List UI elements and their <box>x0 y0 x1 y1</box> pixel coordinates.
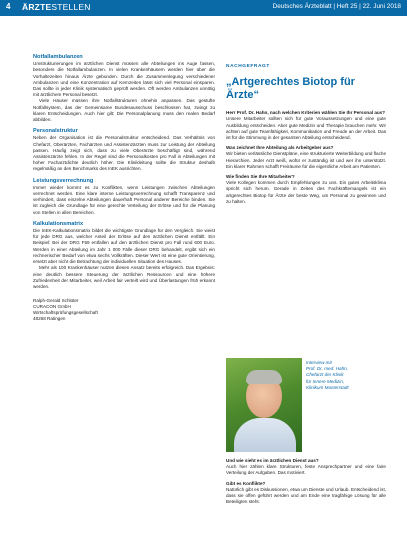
question: Gibt es Konflikte? <box>226 480 266 486</box>
author-signature: Ralph-Gerald Schlüter CURACON GmbH Wirtschaftsprüfungsgesellschaft 48268 Ratingen <box>33 298 98 322</box>
issue-info: Deutsches Ärzteblatt | Heft 25 | 22. Juni 2018 <box>272 3 401 10</box>
paragraph: Die InEK-Kalkulationsmatrix bildet die wichtigste Grundlage für den Vergleich. Sie weist für jede DRG aus, welcher Anteil der Erlöse auf den ärztlichen Dienst entfällt. Ein Beispiel: Bei der DRG F59 entfallen auf den ärztlichen Dienst pro Fall rund 600 Euro. Werden in einer Abteilung im Jahr 1 000 Fälle dieser DRG behandelt, ergibt sich ein rechnerischer Bedarf von etwa sechs Vollkräften. Dieser Wert ist eine gute Orientierung, ersetzt aber nicht die Betrachtung der individuellen Situation des Hauses. <box>33 228 215 265</box>
page-number: 4 <box>6 2 11 11</box>
question: Wie finden Sie Ihre Mitarbeiter? <box>226 174 295 180</box>
answer: Wir bieten verlässliche Dienstpläne, eine strukturierte Weiterbildung und flache Hierarchien. Jeder Arzt weiß, wofür er zuständig ist und wer ihn unterstützt. Ein klarer Rahmen schafft Freiräume für die eigentliche Arbeit am Patienten. <box>226 151 387 169</box>
portrait-photo <box>226 358 302 452</box>
question: Und wie sieht es im ärztlichen Dienst aus? <box>226 458 319 463</box>
magazine-logo: ÄRZTESTELLEN <box>22 2 91 12</box>
right-column-continued <box>226 458 386 505</box>
section-heading: Notfallambulanzen <box>33 54 83 60</box>
section-tag: NACHGEFRAGT <box>226 64 270 69</box>
answer: Natürlich gibt es Diskussionen, etwa um Dienste und Urlaub. Entscheidend ist, dass sie offen geführt werden und am Ende eine tragfähige Lösung für alle Beteiligten steht. <box>226 486 386 505</box>
interview-intro: Herr Prof. Dr. Hahn, nach welchen Kriterien wählen Sie Ihr Personal aus? <box>226 110 386 116</box>
answer: Unsere Mitarbeiter sollten sich für gute Voraussetzungen und eine gute Ausbildung entscheiden. Aber gute Medizin und Therapie brauchen mehr. Wir achten auf gute Teamfähigkeit, Kommunikation und Freude an der Arbeit. Das ist für die Stimmung in der gesamten Abteilung entscheidend. <box>226 116 386 141</box>
answer: Auch hier zählen klare Strukturen, feste Ansprechpartner und eine faire Verteilung der Aufgaben. Das motiviert. <box>226 464 386 476</box>
section-heading: Leistungsverrechnung <box>33 177 94 184</box>
question: Was zeichnet Ihre Abteilung als Arbeitgeber aus? <box>226 145 334 151</box>
page-header <box>0 0 407 16</box>
paragraph: Immer wieder kommt es zu Konflikten, wenn Leistungen zwischen Abteilungen verrechnet werden. Eine klare interne Leistungsverrechnung schafft Transparenz und verhindert, dass einzelne Abteilungen dauerhaft Personal anderer Bereiche binden. Sie ist zugleich die Grundlage für eine gerechte Verteilung der Erlöse und für die Planung von Stellen in allen Bereichen. <box>33 184 215 215</box>
paragraph: Viele Häuser müssen ihre Notfallstrukturen ohnehin anpassen. Das gestufte Notfallsystem, das der Gemeinsame Bundesausschuss beschlossen hat, zwingt zu klaren Entscheidungen. Auch hier gilt: Die Personalplanung muss den realen Bedarf abbilden. <box>33 98 215 123</box>
left-column <box>33 54 215 322</box>
interview-title: „Artgerechtes Biotop für Ärzte“ <box>226 76 355 102</box>
section-heading: Kalkulationsmatrix <box>33 220 84 227</box>
answer: Viele Kollegen kommen durch Empfehlungen zu uns. Ein gutes Arbeitsklima spricht sich herum. Gerade in Zeiten des Fachkräftemangels ist ein artgerechtes Biotop für Ärzte der beste Weg, um Personal zu gewinnen und zu halten. <box>226 180 386 204</box>
photo-caption: Interview mit Prof. Dr. med. Hahn, Chefarzt der Klinik für Innere Medizin, Klinikum Musterstadt <box>306 360 349 390</box>
paragraph: Neben der Organisation ist die Personalstruktur entscheidend. Das Verhältnis von Chefarzt, Oberärzten, Fachärzten und Assistenzärzten muss zur Leistung der Abteilung passen. Häufig zeigt sich, dass zu viele Oberärzte beschäftigt sind, während Assistenzärzte fehlen. In der Regel sind die Personalkosten pro Fall in Abteilungen mit hoher Facharztdichte deutlich höher. Die Klinikleitung sollte die Struktur deshalb regelmäßig an den Benchmarks des InEK ausrichten. <box>33 135 215 172</box>
section-heading: Personalstruktur <box>33 128 78 135</box>
paragraph: Mehr als 100 Krankenhäuser nutzen diesen Ansatz bereits erfolgreich. Das Ergebnis: eine deutlich bessere Steuerung der ärztlichen Ressourcen und eine höhere Zufriedenheit der Mitarbeiter, weil Arbeit fair verteilt wird und Überlastungen früh erkannt werden. <box>33 265 215 289</box>
paragraph: Umstrukturierungen im ärztlichen Dienst müssen alle Abteilungen ins Auge fassen, besonders die Notfallambulanzen. In vielen Krankenhäusern werden hier über die Vorhaltezeiten hinaus Ärzte gebunden. Durch die Zusammenlegung verschiedener Ambulanzen und eine Konzentration auf Kernzeiten lässt sich viel Personal einsparen. Das sollte in jeder Klinik systematisch geprüft werden. Oft werden Ambulanzen unnötig mit ärztlichem Personal besetzt. <box>33 61 215 98</box>
right-column <box>226 64 386 205</box>
